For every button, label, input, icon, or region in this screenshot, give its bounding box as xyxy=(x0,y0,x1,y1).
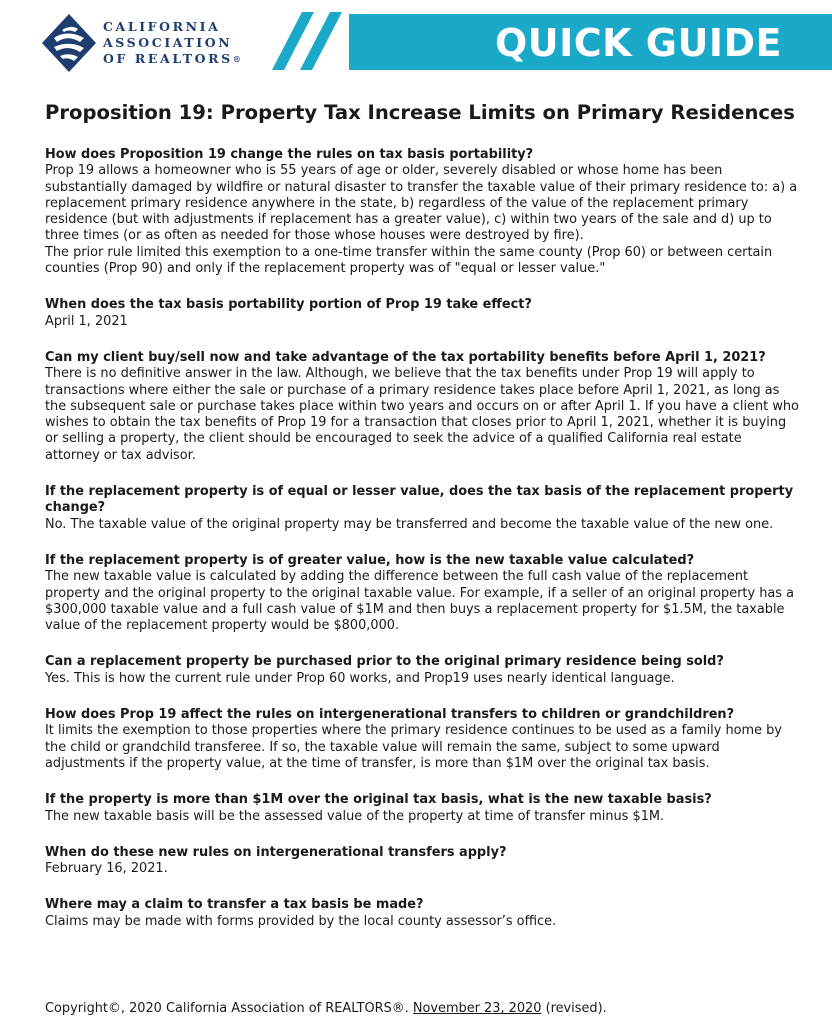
faq-question: If the replacement property is of greater value, how is the new taxable value calculated? xyxy=(45,552,695,568)
faq-answer-paragraph: Prop 19 allows a homeowner who is 55 years of age or older, severely disabled or whose home has been substantially damaged by wildfire or natural disaster to transfer the taxable value of their primary residence to: a) a replacement primary residence anywhere in the state, b) regardless of the value of the replacement primary residence (but with adjustments if replacement has a greater value), c) within two years of the sale and d) up to three times (or as often as needed for those whose houses were destroyed by fire). xyxy=(45,163,798,244)
faq-item xyxy=(45,553,800,634)
logo-wordmark xyxy=(103,19,241,67)
faq-answer-paragraph: The prior rule limited this exemption to a one-time transfer within the same county (Prop 60) or between certain counties (Prop 90) and only if the replacement property was of "equal or lesser value." xyxy=(45,244,773,277)
faq-answer-paragraph: It limits the exemption to those properties where the primary residence continues to be used as a family home by the child or grandchild transferee. If so, the taxable value will remain the same, subject to some upward adjustments if the property value, at the time of transfer, is more than $1M over the original tax basis. xyxy=(45,723,782,771)
faq-answer-paragraph: No. The taxable value of the original property may be transferred and become the taxable value of the new one. xyxy=(45,516,774,532)
logo-line-2: ASSOCIATION xyxy=(103,35,233,50)
faq-question: Where may a claim to transfer a tax basis be made? xyxy=(45,897,424,913)
faq-answer xyxy=(45,809,800,825)
faq-answer xyxy=(45,163,800,277)
faq-answer xyxy=(45,517,800,533)
faq-answer xyxy=(45,723,800,772)
faq-item xyxy=(45,845,800,878)
faq-item xyxy=(45,792,800,825)
faq-answer-paragraph: The new taxable value is calculated by adding the difference between the full cash value of the replacement property and the original property to the original taxable value. For example, if a seller of an original property has a $300,000 taxable value and a full cash value of $1M and then buys a replacement property for $1.5M, the taxable value of the replacement property would be $800,000. xyxy=(45,569,794,634)
faq-question: When does the tax basis portability portion of Prop 19 take effect? xyxy=(45,297,532,313)
faq-answer-paragraph: April 1, 2021 xyxy=(45,313,128,329)
faq-item xyxy=(45,350,800,464)
copyright-text: Copyright©, 2020 California Association of REALTORS®. xyxy=(45,1001,409,1016)
faq-answer xyxy=(45,569,800,634)
faq-answer xyxy=(45,366,800,464)
revision-date: November 23, 2020 xyxy=(412,1001,542,1016)
faq-answer-paragraph: February 16, 2021. xyxy=(45,861,168,877)
banner-title: QUICK GUIDE xyxy=(494,21,782,65)
quick-guide-banner xyxy=(349,14,832,70)
faq-question: If the replacement property is of equal or lesser value, does the tax basis of the replacement property change? xyxy=(45,484,794,516)
faq-item xyxy=(45,654,800,687)
footer xyxy=(45,1001,607,1017)
faq-item xyxy=(45,484,800,533)
page-title: Proposition 19: Property Tax Increase Limits on Primary Residences xyxy=(45,101,795,124)
faq-question: Can a replacement property be purchased prior to the original primary residence being sold? xyxy=(45,654,724,670)
faq-answer xyxy=(45,314,800,330)
faq-answer-paragraph: Claims may be made with forms provided by the local county assessor’s office. xyxy=(45,913,557,929)
faq-answer xyxy=(45,671,800,687)
faq-question: How does Proposition 19 change the rules on tax basis portability? xyxy=(45,147,534,162)
faq-item xyxy=(45,897,800,930)
faq-answer xyxy=(45,914,800,930)
faq-question: When do these new rules on intergenerational transfers apply? xyxy=(45,844,507,860)
faq-question: Can my client buy/sell now and take advantage of the tax portability benefits before April 1, 2021? xyxy=(45,349,766,365)
faq-list xyxy=(45,147,800,950)
faq-question: How does Prop 19 affect the rules on intergenerational transfers to children or grandchildren? xyxy=(45,707,735,723)
faq-answer-paragraph: The new taxable basis will be the assessed value of the property at time of transfer minus $1M. xyxy=(45,808,665,824)
logo-line-1: CALIFORNIA xyxy=(103,19,221,34)
faq-item xyxy=(45,297,800,330)
faq-answer-paragraph: There is no definitive answer in the law. Although, we believe that the tax benefits under Prop 19 will apply to transactions where either the sale or purchase of a primary residence takes place before April 1, 2021, as long as the subsequent sale or purchase takes place within two years and occurs on or after April 1. If you have a client who wishes to obtain the tax benefits of Prop 19 for a transaction that closes prior to April 1, 2021, whether it is buying or selling a property, the client should be encouraged to seek the advice of a qualified California real estate attorney or tax advisor. xyxy=(45,366,799,463)
faq-item xyxy=(45,147,800,277)
faq-answer-paragraph: Yes. This is how the current rule under Prop 60 works, and Prop19 uses nearly identical language. xyxy=(45,670,675,686)
faq-item xyxy=(45,707,800,772)
logo-line-3: OF REALTORS® xyxy=(103,51,241,66)
revision-suffix: (revised). xyxy=(545,1001,607,1016)
car-logo-icon xyxy=(40,12,98,74)
header xyxy=(0,0,832,85)
faq-question: If the property is more than $1M over the original tax basis, what is the new taxable basis? xyxy=(45,792,712,808)
faq-answer xyxy=(45,861,800,877)
